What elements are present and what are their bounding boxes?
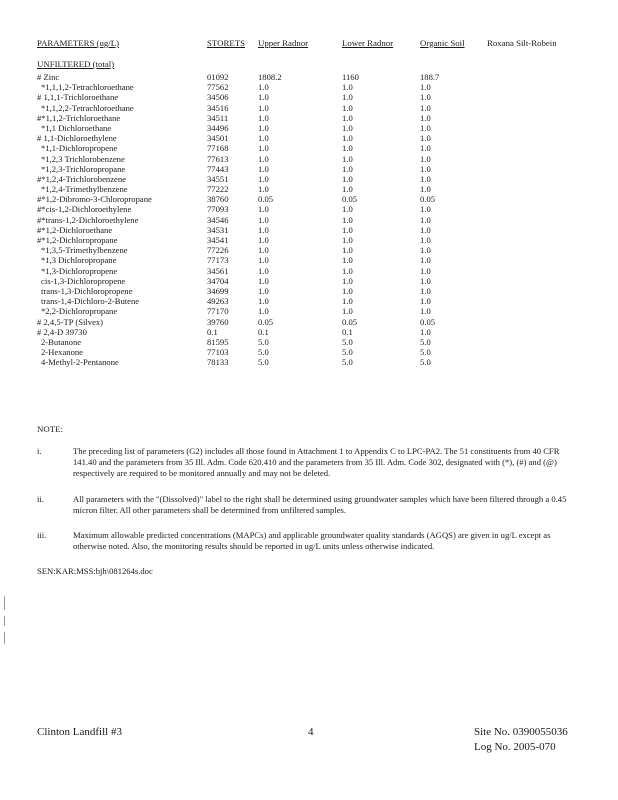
upper-radnor-value: 0.05 bbox=[258, 194, 274, 205]
storet-code: 34561 bbox=[207, 265, 229, 276]
table-row bbox=[37, 194, 597, 204]
table-row bbox=[37, 154, 597, 164]
upper-radnor-value: 1.0 bbox=[258, 112, 269, 123]
storet-code: 77170 bbox=[207, 306, 229, 317]
parameter-name: *2,2-Dichloropropane bbox=[41, 306, 118, 317]
organic-soil-value: 1.0 bbox=[420, 275, 431, 286]
organic-soil-value: 1.0 bbox=[420, 224, 431, 235]
parameter-name: #*1,2-Dichloroethane bbox=[37, 224, 113, 235]
lower-radnor-value: 1.0 bbox=[342, 173, 353, 184]
lower-radnor-value: 0.05 bbox=[342, 194, 358, 205]
parameter-name: #*trans-1,2-Dichloroethylene bbox=[37, 214, 139, 225]
table-row bbox=[37, 92, 597, 102]
organic-soil-value: 1.0 bbox=[420, 204, 431, 215]
table-row bbox=[37, 113, 597, 123]
lower-radnor-value: 1.0 bbox=[342, 275, 353, 286]
table-row bbox=[37, 184, 597, 194]
upper-radnor-value: 0.05 bbox=[258, 316, 274, 327]
organic-soil-value: 1.0 bbox=[420, 163, 431, 174]
organic-soil-value: 1.0 bbox=[420, 82, 431, 93]
organic-soil-value: 0.05 bbox=[420, 194, 436, 205]
upper-radnor-value: 1.0 bbox=[258, 82, 269, 93]
upper-radnor-value: 5.0 bbox=[258, 347, 269, 358]
organic-soil-value: 1.0 bbox=[420, 235, 431, 245]
parameter-name: *1,1 Dichloroethane bbox=[41, 122, 112, 133]
parameters-table bbox=[37, 72, 597, 367]
footer-page-number: 4 bbox=[308, 726, 314, 738]
parameter-name: # Zinc bbox=[37, 72, 60, 82]
upper-radnor-value: 1.0 bbox=[258, 235, 269, 245]
organic-soil-value: 5.0 bbox=[420, 347, 431, 358]
parameter-name: trans-1,4-Dichloro-2-Butene bbox=[41, 296, 140, 307]
storet-code: 49263 bbox=[207, 296, 229, 307]
storet-code: 77443 bbox=[207, 163, 229, 174]
upper-radnor-value: 1.0 bbox=[258, 306, 269, 317]
note-item bbox=[37, 494, 582, 524]
table-row bbox=[37, 174, 597, 184]
storet-code: 77613 bbox=[207, 153, 229, 164]
table-row bbox=[37, 225, 597, 235]
upper-radnor-value: 1.0 bbox=[258, 224, 269, 235]
header-upper-radnor: Upper Radnor bbox=[258, 38, 309, 48]
upper-radnor-value: 1.0 bbox=[258, 163, 269, 174]
lower-radnor-value: 1.0 bbox=[342, 224, 353, 235]
storet-code: 77093 bbox=[207, 204, 229, 215]
storet-code: 77173 bbox=[207, 255, 229, 266]
storet-code: 01092 bbox=[207, 72, 229, 82]
lower-radnor-value: 5.0 bbox=[342, 347, 353, 358]
table-row bbox=[37, 266, 597, 276]
parameter-name: *1,1-Dichloropropene bbox=[41, 143, 118, 154]
organic-soil-value: 0.05 bbox=[420, 316, 436, 327]
organic-soil-value: 1.0 bbox=[420, 173, 431, 184]
upper-radnor-value: 1.0 bbox=[258, 275, 269, 286]
note-number: iii. bbox=[37, 530, 47, 540]
parameter-name: *1,2,4-Trimethylbenzene bbox=[41, 184, 128, 195]
table-row bbox=[37, 103, 597, 113]
storet-code: 34496 bbox=[207, 122, 229, 133]
table-row bbox=[37, 133, 597, 143]
margin-mark bbox=[4, 616, 5, 626]
margin-mark bbox=[4, 596, 5, 610]
upper-radnor-value: 1.0 bbox=[258, 153, 269, 164]
lower-radnor-value: 1.0 bbox=[342, 102, 353, 113]
lower-radnor-value: 1.0 bbox=[342, 184, 353, 195]
storet-code: 34516 bbox=[207, 102, 229, 113]
upper-radnor-value: 1808.2 bbox=[258, 72, 282, 82]
header-parameters: PARAMETERS (ug/L) bbox=[37, 38, 120, 48]
document-reference: SEN:KAR:MSS:bjh\081264s.doc bbox=[37, 566, 153, 576]
parameter-name: *1,2,3-Trichloropropane bbox=[41, 163, 126, 174]
parameter-name: *1,1,2,2-Tetrachloroethane bbox=[41, 102, 134, 113]
table-row bbox=[37, 327, 597, 337]
storet-code: 34541 bbox=[207, 235, 229, 245]
storet-code: 81595 bbox=[207, 336, 229, 347]
parameter-name: *1,3-Dichloropropene bbox=[41, 265, 118, 276]
organic-soil-value: 1.0 bbox=[420, 102, 431, 113]
storet-code: 77226 bbox=[207, 245, 229, 256]
storet-code: 39760 bbox=[207, 316, 229, 327]
organic-soil-value: 1.0 bbox=[420, 122, 431, 133]
upper-radnor-value: 1.0 bbox=[258, 133, 269, 144]
storet-code: 34704 bbox=[207, 275, 229, 286]
parameter-name: # 1,1-Dichloroethylene bbox=[37, 133, 117, 144]
upper-radnor-value: 1.0 bbox=[258, 122, 269, 133]
lower-radnor-value: 1.0 bbox=[342, 153, 353, 164]
table-row bbox=[37, 143, 597, 153]
organic-soil-value: 188.7 bbox=[420, 72, 440, 82]
note-text: The preceding list of parameters (G2) includes all those found in Attachment 1 to Appendix C to LPC-PA2. The 51 constituents from 40 CFR 141.40 and the parameters from 35 Ill. Adm. Code 620.410 and the parameters from 35 Ill. Adm. Code 302, designated with (*), (#) and (@) respectively are required to be monitored annually and may not be deleted. bbox=[73, 446, 560, 478]
table-row bbox=[37, 306, 597, 316]
organic-soil-value: 1.0 bbox=[420, 285, 431, 296]
upper-radnor-value: 1.0 bbox=[258, 285, 269, 296]
parameter-name: #*1,2-Dichloropropane bbox=[37, 235, 118, 245]
upper-radnor-value: 1.0 bbox=[258, 143, 269, 154]
parameter-name: 2-Butanone bbox=[41, 336, 82, 347]
organic-soil-value: 1.0 bbox=[420, 112, 431, 123]
storet-code: 34546 bbox=[207, 214, 229, 225]
lower-radnor-value: 1.0 bbox=[342, 296, 353, 307]
lower-radnor-value: 5.0 bbox=[342, 357, 353, 368]
parameter-name: # 2,4,5-TP (Silvex) bbox=[37, 316, 104, 327]
storet-code: 34699 bbox=[207, 285, 229, 296]
lower-radnor-value: 1.0 bbox=[342, 306, 353, 317]
upper-radnor-value: 1.0 bbox=[258, 92, 269, 103]
upper-radnor-value: 1.0 bbox=[258, 184, 269, 195]
header-storets: STORETS bbox=[207, 38, 245, 48]
storet-code: 77562 bbox=[207, 82, 229, 93]
upper-radnor-value: 1.0 bbox=[258, 102, 269, 113]
table-row bbox=[37, 337, 597, 347]
lower-radnor-value: 1.0 bbox=[342, 133, 353, 144]
table-row bbox=[37, 82, 597, 92]
parameter-name: *1,3,5-Trimethylbenzene bbox=[41, 245, 128, 256]
lower-radnor-value: 0.05 bbox=[342, 316, 358, 327]
storet-code: 78133 bbox=[207, 357, 229, 368]
organic-soil-value: 1.0 bbox=[420, 326, 431, 337]
storet-code: 77103 bbox=[207, 347, 229, 358]
lower-radnor-value: 1.0 bbox=[342, 82, 353, 93]
upper-radnor-value: 0.1 bbox=[258, 326, 269, 337]
parameter-name: 2-Hexanone bbox=[41, 347, 83, 358]
lower-radnor-value: 5.0 bbox=[342, 336, 353, 347]
footer-site-number: Site No. 0390055036 bbox=[474, 726, 568, 738]
upper-radnor-value: 1.0 bbox=[258, 173, 269, 184]
parameter-name: #*1,1,2-Trichloroethane bbox=[37, 112, 121, 123]
storet-code: 34506 bbox=[207, 92, 229, 103]
note-number: ii. bbox=[37, 494, 44, 504]
upper-radnor-value: 1.0 bbox=[258, 214, 269, 225]
organic-soil-value: 1.0 bbox=[420, 265, 431, 276]
parameter-name: # 1,1,1-Trichloroethane bbox=[37, 92, 119, 103]
lower-radnor-value: 1.0 bbox=[342, 143, 353, 154]
storet-code: 77168 bbox=[207, 143, 229, 154]
upper-radnor-value: 1.0 bbox=[258, 245, 269, 256]
lower-radnor-value: 1.0 bbox=[342, 235, 353, 245]
table-row bbox=[37, 164, 597, 174]
table-row bbox=[37, 255, 597, 265]
note-text: Maximum allowable predicted concentrations (MAPCs) and applicable groundwater quality standards (AGQS) are given in ug/L except as otherwise noted. Also, the monitoring results should be reported in ug/L units unless otherwise indicated. bbox=[73, 530, 551, 551]
storet-code: 34501 bbox=[207, 133, 229, 144]
organic-soil-value: 1.0 bbox=[420, 306, 431, 317]
organic-soil-value: 1.0 bbox=[420, 143, 431, 154]
organic-soil-value: 1.0 bbox=[420, 245, 431, 256]
table-row bbox=[37, 123, 597, 133]
parameter-name: *1,3 Dichloropropane bbox=[41, 255, 117, 266]
upper-radnor-value: 1.0 bbox=[258, 204, 269, 215]
lower-radnor-value: 1.0 bbox=[342, 214, 353, 225]
table-row bbox=[37, 276, 597, 286]
lower-radnor-value: 1.0 bbox=[342, 112, 353, 123]
lower-radnor-value: 1160 bbox=[342, 72, 359, 82]
organic-soil-value: 1.0 bbox=[420, 214, 431, 225]
lower-radnor-value: 0.1 bbox=[342, 326, 353, 337]
footer-log-number: Log No. 2005-070 bbox=[474, 741, 556, 753]
table-row bbox=[37, 357, 597, 367]
note-text: All parameters with the "(Dissolved)" label to the right shall be determined using groundwater samples which have been filtered through a 0.45 micron filter. All other parameters shall be determined from unfiltered samples. bbox=[73, 494, 567, 515]
organic-soil-value: 1.0 bbox=[420, 92, 431, 103]
parameter-name: *1,1,1,2-Tetrachloroethane bbox=[41, 82, 134, 93]
lower-radnor-value: 1.0 bbox=[342, 245, 353, 256]
parameter-name: #*1,2-Dibromo-3-Chloropropane bbox=[37, 194, 152, 205]
table-row bbox=[37, 347, 597, 357]
header-lower-radnor: Lower Radnor bbox=[342, 38, 394, 48]
organic-soil-value: 5.0 bbox=[420, 357, 431, 368]
parameter-name: trans-1,3-Dichloropropene bbox=[41, 285, 133, 296]
note-number: i. bbox=[37, 446, 42, 456]
upper-radnor-value: 5.0 bbox=[258, 357, 269, 368]
table-row bbox=[37, 235, 597, 245]
header-roxana-silt: Roxana Silt-Robein bbox=[487, 38, 557, 48]
organic-soil-value: 1.0 bbox=[420, 296, 431, 307]
lower-radnor-value: 1.0 bbox=[342, 163, 353, 174]
upper-radnor-value: 1.0 bbox=[258, 265, 269, 276]
section-label: UNFILTERED (total) bbox=[37, 59, 115, 69]
parameter-name: #*cis-1,2-Dichloroethylene bbox=[37, 204, 132, 215]
parameter-name: cis-1,3-Dichloropropene bbox=[41, 275, 126, 286]
lower-radnor-value: 1.0 bbox=[342, 204, 353, 215]
table-row bbox=[37, 72, 597, 82]
organic-soil-value: 5.0 bbox=[420, 336, 431, 347]
parameter-name: #*1,2,4-Trichlorobenzene bbox=[37, 173, 126, 184]
upper-radnor-value: 1.0 bbox=[258, 296, 269, 307]
storet-code: 38760 bbox=[207, 194, 229, 205]
lower-radnor-value: 1.0 bbox=[342, 255, 353, 266]
table-row bbox=[37, 317, 597, 327]
header-organic-soil: Organic Soil bbox=[420, 38, 465, 48]
table-row bbox=[37, 204, 597, 214]
lower-radnor-value: 1.0 bbox=[342, 122, 353, 133]
upper-radnor-value: 1.0 bbox=[258, 255, 269, 266]
table-row bbox=[37, 215, 597, 225]
storet-code: 0.1 bbox=[207, 326, 218, 337]
parameter-name: # 2,4-D 39730 bbox=[37, 326, 87, 337]
lower-radnor-value: 1.0 bbox=[342, 92, 353, 103]
footer-facility: Clinton Landfill #3 bbox=[37, 726, 122, 738]
lower-radnor-value: 1.0 bbox=[342, 285, 353, 296]
margin-mark bbox=[4, 632, 5, 644]
storet-code: 34551 bbox=[207, 173, 229, 184]
parameter-name: *1,2,3 Trichlorobenzene bbox=[41, 153, 125, 164]
note-item bbox=[37, 530, 582, 560]
parameter-name: 4-Methyl-2-Pentanone bbox=[41, 357, 119, 368]
lower-radnor-value: 1.0 bbox=[342, 265, 353, 276]
upper-radnor-value: 5.0 bbox=[258, 336, 269, 347]
organic-soil-value: 1.0 bbox=[420, 133, 431, 144]
organic-soil-value: 1.0 bbox=[420, 255, 431, 266]
storet-code: 77222 bbox=[207, 184, 229, 195]
storet-code: 34531 bbox=[207, 224, 229, 235]
note-item bbox=[37, 446, 582, 490]
organic-soil-value: 1.0 bbox=[420, 184, 431, 195]
table-row bbox=[37, 245, 597, 255]
organic-soil-value: 1.0 bbox=[420, 153, 431, 164]
storet-code: 34511 bbox=[207, 112, 229, 123]
table-row bbox=[37, 296, 597, 306]
note-title: NOTE: bbox=[37, 424, 63, 434]
table-row bbox=[37, 286, 597, 296]
